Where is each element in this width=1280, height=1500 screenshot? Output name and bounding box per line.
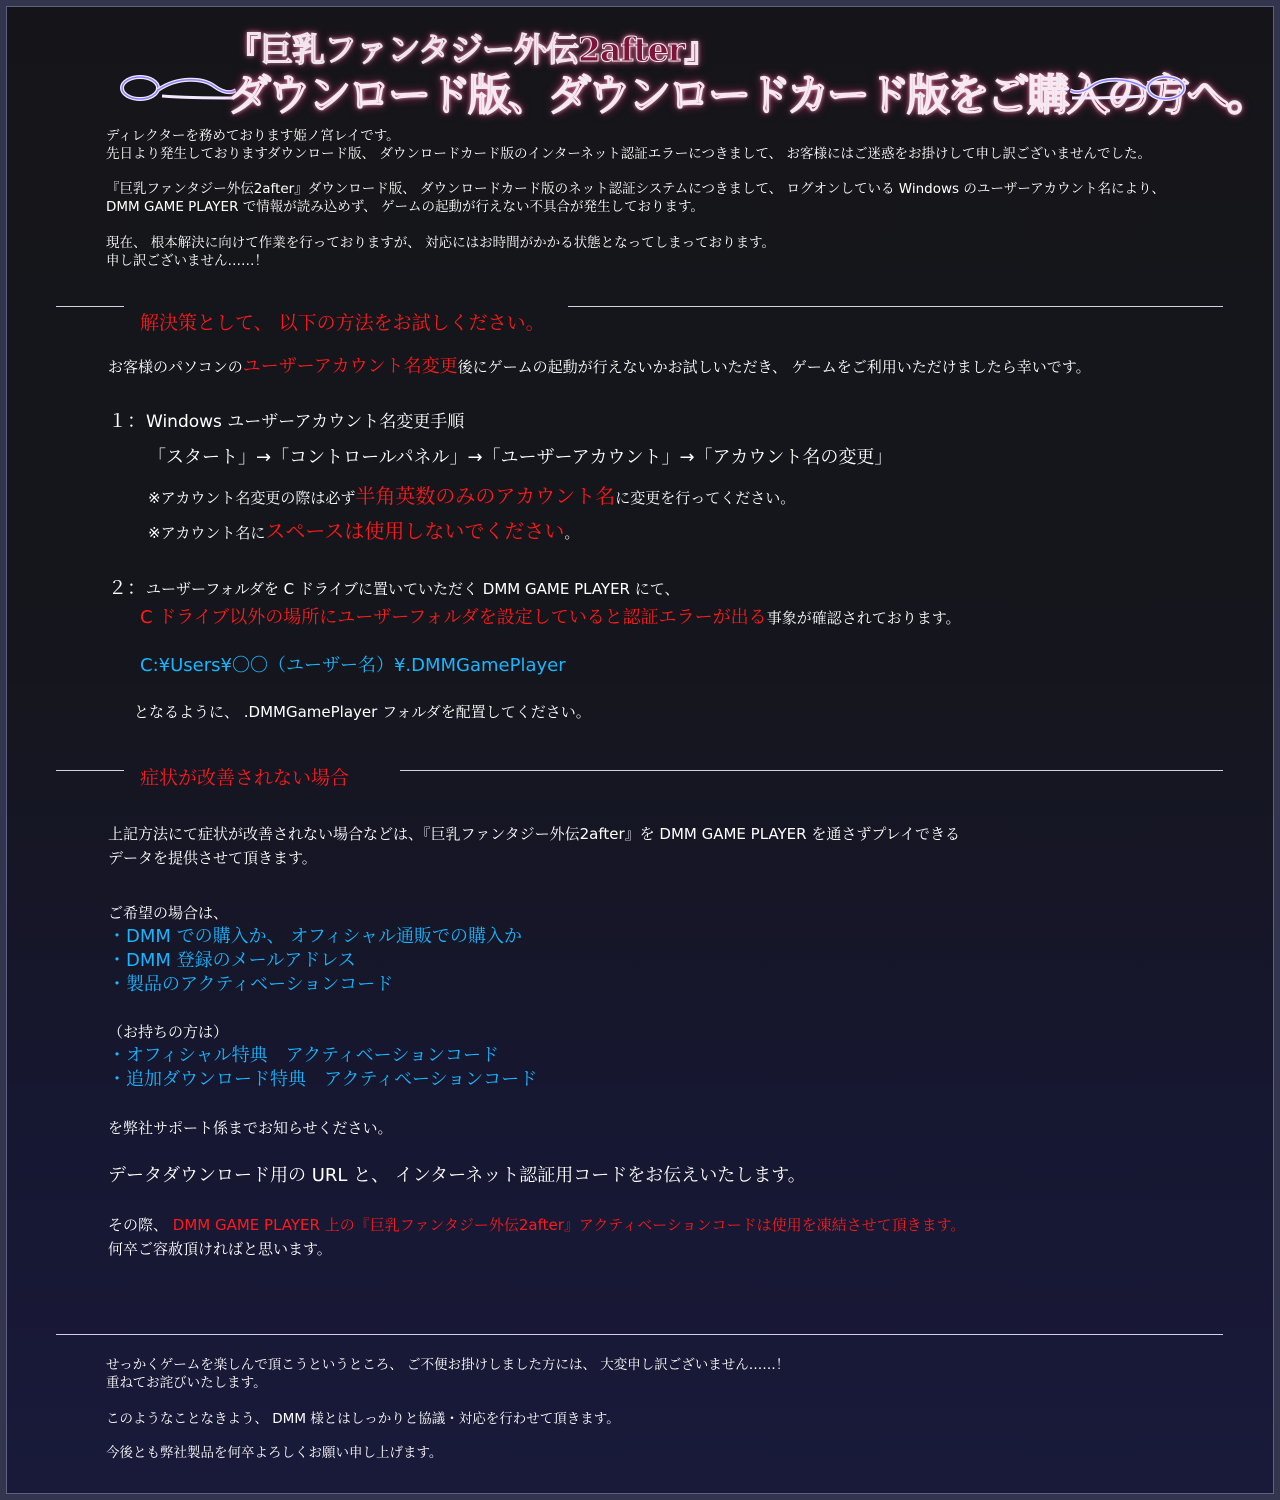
fallback-lead: [108, 822, 960, 870]
freeze-notice: [108, 1213, 965, 1237]
pardon-text: 何卒ご容赦頂ければと思います。: [108, 1240, 332, 1258]
note-highlight: 半角英数のみのアカウント名: [355, 484, 616, 508]
intro-line: DMM GAME PLAYER で情報が読み込めず、 ゲームの起動が行えない不具合が発生しております。: [106, 199, 704, 215]
wish-label: ご希望の場合は、: [108, 904, 229, 922]
list-item: ・追加ダウンロード特典 アクティベーションコード: [108, 1069, 538, 1090]
intro-paragraph-2: [106, 180, 1165, 216]
deliver-text: データダウンロード用の URL と、 インターネット認証用コードをお伝えいたします。: [108, 1165, 806, 1186]
notify-text: を弊社サポート係までお知らせください。: [108, 1119, 393, 1137]
footer-divider: [56, 1334, 1223, 1335]
section-divider: [400, 770, 1223, 771]
intro-paragraph-1: [106, 127, 1151, 163]
list-item: ・DMM 登録のメールアドレス: [108, 950, 356, 971]
step-title: Windows ユーザーアカウント名変更手順: [146, 412, 465, 432]
step-1-path: 「スタート」→「コントロールパネル」→「ユーザーアカウント」→「アカウント名の変更」: [148, 447, 893, 468]
intro-line: 現在、 根本解決に向けて作業を行っておりますが、 対応にはお時間がかかる状態となってしまっております。: [106, 235, 776, 251]
intro-line: ディレクターを務めております姫ノ宮レイです。: [106, 128, 400, 144]
section-title-not-improved: 症状が改善されない場合: [140, 767, 350, 789]
section-divider: [56, 306, 124, 307]
folder-path: C:¥Users¥〇〇（ユーザー名）¥.DMMGamePlayer: [140, 655, 566, 676]
intro-line: 申し訳ございません……！: [106, 253, 268, 269]
step-2-closing: となるように、 .DMMGamePlayer フォルダを配置してください。: [134, 703, 591, 721]
intro-line: 先日より発生しておりますダウンロード版、 ダウンロードカード版のインターネット認証エラーにつきまして、 お客様にはご迷惑をお掛けして申し訳ございませんでした。: [106, 146, 1151, 162]
step-1-heading: [108, 409, 464, 434]
footer-line: せっかくゲームを楽しんで頂こうというところ、 ご不便お掛けしました方には、 大変申し訳ございません……！: [106, 1357, 790, 1373]
lead-text: お客様のパソコンの: [108, 358, 243, 376]
ornament-left-icon: [118, 68, 236, 108]
fallback-line: 上記方法にて症状が改善されない場合などは、『巨乳ファンタジー外伝2after』を DMM GAME PLAYER を通さずプレイできる: [108, 825, 961, 843]
intro-line: 『巨乳ファンタジー外伝2after』ダウンロード版、 ダウンロードカード版のネット認証システムにつきまして、 ログオンしている Windows のユーザーアカウント名により、: [106, 181, 1166, 197]
step-2-heading: [108, 576, 679, 601]
lead-highlight: ユーザーアカウント名変更: [242, 356, 458, 377]
list-item: ・製品のアクティベーションコード: [108, 974, 394, 995]
footer-paragraph-3: 今後とも弊社製品を何卒よろしくお願い申し上げます。: [106, 1445, 443, 1461]
announcement-banner: [118, 62, 1267, 121]
footer-paragraph-1: [106, 1356, 789, 1392]
note-highlight: スペースは使用しないでください: [265, 519, 565, 543]
footer-paragraph-2: このようなことなきよう、 DMM 様とはしっかりと協議・対応を行わせて頂きます。: [106, 1411, 620, 1427]
section-divider: [568, 306, 1223, 307]
have-label: （お持ちの方は）: [108, 1023, 229, 1041]
section-divider: [56, 770, 124, 771]
step-number: １：: [108, 410, 147, 432]
step-2-highlight: C ドライブ以外の場所にユーザーフォルダを設定していると認証エラーが出る: [140, 607, 767, 628]
step-text: ユーザーフォルダを C ドライブに置いていただく DMM GAME PLAYER にて、: [146, 580, 680, 598]
step-text: 事象が確認されております。: [766, 609, 961, 627]
step-number: ２：: [108, 577, 147, 599]
ornament-right-icon: [1070, 68, 1188, 108]
fallback-line: データを提供させて頂きます。: [108, 849, 317, 867]
list-item: ・DMM での購入か、 オフィシャル通販での購入か: [108, 926, 523, 947]
wish-list: [108, 925, 522, 997]
section-title-solution: 解決策として、 以下の方法をお試しください。: [140, 312, 545, 334]
freeze-highlight: DMM GAME PLAYER 上の『巨乳ファンタジー外伝2after』アクティベーションコードは使用を凍結させて頂きます。: [172, 1216, 966, 1234]
list-item: ・オフィシャル特典 アクティベーションコード: [108, 1045, 499, 1066]
lead-text: 後にゲームの起動が行えないかお試しいただき、 ゲームをご利用いただけましたら幸いです。: [457, 358, 1091, 376]
freeze-text: その際、: [108, 1216, 173, 1234]
note-text: 。: [564, 524, 580, 542]
have-list: [108, 1044, 537, 1092]
announcement-title: ダウンロード版、ダウンロードカード版をご購入の方へ。: [228, 71, 1267, 121]
note-text: ※アカウント名変更の際は必ず: [148, 489, 356, 507]
intro-paragraph-3: [106, 234, 775, 270]
step-1-note-2: [148, 518, 579, 546]
step-2-detail: [140, 605, 961, 631]
step-1-note-1: [148, 483, 795, 511]
note-text: ※アカウント名に: [148, 524, 266, 542]
game-title: 『巨乳ファンタジー外伝2after』: [228, 30, 717, 69]
note-text: に変更を行ってください。: [615, 489, 796, 507]
footer-line: 重ねてお詫びいたします。: [106, 1375, 267, 1391]
solution-lead: [108, 356, 1091, 378]
